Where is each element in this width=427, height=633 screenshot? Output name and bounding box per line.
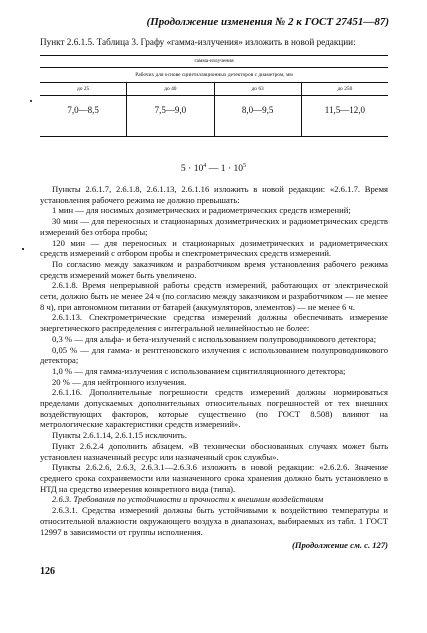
- body-text: [40, 184, 388, 551]
- formula-part: — 1 · 10: [206, 163, 244, 175]
- body-paragraph: Пункты 2.6.2.6, 2.6.3, 2.6.3.1—2.6.3.6 изложить в новой редакции: «2.6.2.6. Значение среднего срока сохраняемости или назначенного срока хранения должно быть установлено в НТД на средство измерения конкретного вида (типа).: [40, 462, 388, 494]
- table-subtitle: Рабочих для основе сцинтилляционных детекторов с диаметром, мм: [40, 68, 388, 83]
- page-number: 126: [40, 566, 55, 577]
- body-paragraph: 1 мин — для носимых дозиметрических и радиометрических средств измерений;: [52, 205, 351, 216]
- scan-speck: [30, 100, 32, 102]
- body-paragraph: 20 % — для нейтронного излучения.: [52, 376, 187, 387]
- continuation-note: (Продолжение см. с. 127): [291, 540, 388, 551]
- table-title: гамма-излучения: [40, 56, 388, 68]
- table-col-header: до 40: [127, 83, 214, 95]
- table-3: [40, 55, 388, 137]
- body-paragraph: 1,0 % — для гамма-излучения с использованием сцинтилляционного детектора;: [52, 365, 346, 376]
- body-paragraph: 2.6.3.1. Средства измерений должны быть устойчивыми к воздействию температуры и относительной влажности окружающего воздуха в диапазонах, выбираемых из табл. 1 ГОСТ 12997 в зависимости от группы исполнения.: [40, 505, 388, 537]
- formula-exponent: 5: [243, 163, 247, 169]
- table-value-row: [40, 96, 388, 136]
- body-paragraph: По согласию между заказчиком и разработчиком время установления рабочего режима средств измерений может быть увеличено.: [40, 258, 388, 280]
- body-paragraph: Пункты 2.6.1.14, 2.6.1.15 исключить.: [52, 430, 187, 441]
- body-paragraph: 2.6.1.13. Спектрометрические средства измерений должны обеспечивать измерение энергетического распределения с интегральной нелинейностью не более:: [40, 312, 388, 334]
- body-paragraph: 0,05 % — для гамма- и рентгеновского излучения с использованием полупроводникового детектора;: [40, 344, 388, 366]
- scan-speck: [22, 248, 24, 250]
- body-paragraph: 30 мин — для переносных и стационарных дозиметрических и радиометрических средств измерений без отбора пробы;: [40, 216, 388, 237]
- table-col-header: до 250: [337, 86, 353, 92]
- table-cell: 8,0—9,5: [215, 96, 302, 136]
- intro-line: Пункт 2.6.1.5. Таблица 3. Графу «гамма-излучения» изложить в новой редакции:: [40, 37, 356, 47]
- formula-part: 5 · 10: [180, 163, 204, 175]
- body-paragraph: Пункты 2.6.1.7, 2.6.1.8, 2.6.1.13, 2.6.1.16 изложить в новой редакции: «2.6.1.7. Время установления рабочего режима не должно превышать:: [40, 184, 388, 205]
- page-header: (Продолжение изменения № 2 к ГОСТ 27451—87): [146, 16, 389, 28]
- table-cell: 11,5—12,0: [324, 105, 365, 115]
- body-paragraph: 0,3 % — для альфа- и бета-излучений с использованием полупроводникового детектора;: [52, 333, 377, 344]
- formula-exponent: 4: [203, 163, 207, 169]
- body-paragraph: 120 мин — для переносных и стационарных дозиметрических и радиометрических средств измерений с отбором пробы и спектрометрических средств измерений.: [40, 237, 388, 259]
- formula-range: [0, 163, 427, 174]
- table-cell: 7,5—9,0: [127, 96, 214, 136]
- body-paragraph: 2.6.1.8. Время непрерывной работы средств измерений, работающих от электрической сети, должно быть не менее 24 ч (по согласию между заказчиком и разработчиком — не менее 8 ч), при автономном питании от батарей (аккумуляторов, элементов) — не менее 6 ч.: [40, 280, 388, 312]
- table-col-header: до 25: [40, 83, 127, 95]
- body-paragraph: 2.6.1.16. Дополнительные погрешности средств измерений должны нормироваться пределами допускаемых дополнительных относительных погрешностей от тех внешних воздействующих факторов, которые существенно (по ГОСТ 8.508) влияют на метрологические характеристики средств измерений».: [40, 387, 388, 430]
- table-col-header: до 63: [215, 83, 302, 95]
- body-paragraph: 2.6.3. Требования по устойчивости и прочности к внешним воздействиям: [52, 494, 324, 505]
- table-header-row: [40, 83, 388, 96]
- body-paragraph: Пункт 2.6.2.4 дополнить абзацем. «В технически обоснованных случаях может быть установлен назначенный ресурс или назначенный срок службы».: [40, 440, 388, 462]
- table-cell: 7,0—8,5: [40, 96, 127, 136]
